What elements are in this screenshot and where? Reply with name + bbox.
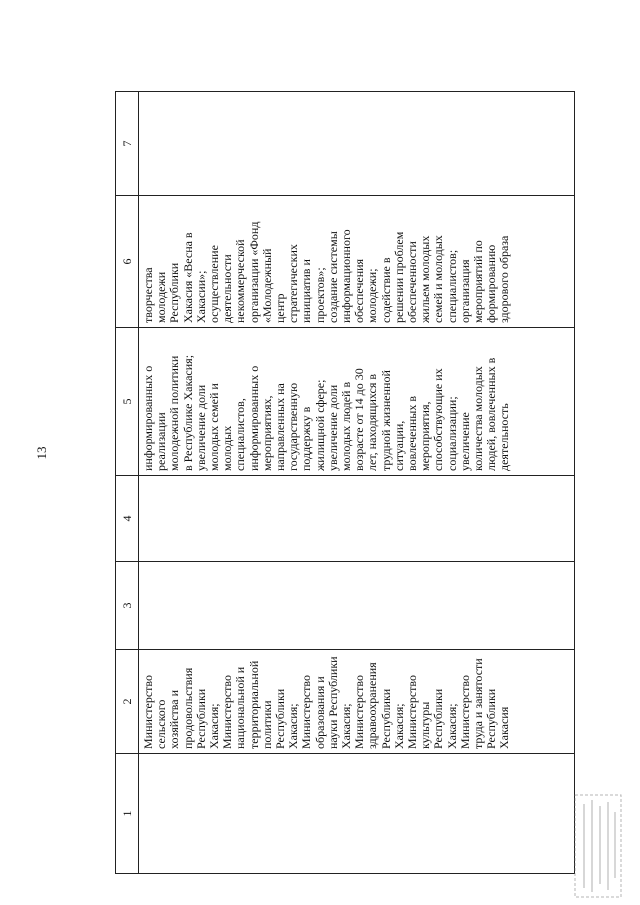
cell-text [139,754,145,873]
column-number-1: 1 [116,754,139,874]
program-table [115,92,575,874]
table [115,91,575,874]
cell-text: Министерство сельского хозяйства и продовольствия Республики Хакасия; Министерство национальной и территориальной политики Республики Хакасия; Министерство образования и науки Республики Хакасия; Министерство здравоохранения Республики Хакасия; Министерство культуры Республики Хакасия; Министерство труда и занятости Республики Хакасия [141,656,512,749]
cell-text [139,92,145,195]
cell-activities [139,196,575,328]
cell-text: информированных о реализации молодежной политики в Республике Хакасия; увеличение доли молодых семей и молодых специалистов, информированных о мероприятиях, направленных на государственную поддержку в жилищной сфере; увеличение доли молодых людей в возрасте от 14 до 30 лет, находящихся в трудной жизненной ситуации, вовлеченных в мероприятия, способствующие их социализации; увеличение количества молодых людей, вовлеченных в деятельность [141,354,512,471]
cell-responsible-ministries [139,650,575,754]
column-number-2: 2 [116,650,139,754]
faded-stamp-image [572,792,624,900]
cell-text [139,476,145,561]
cell-col7 [139,92,575,196]
page-number: 13 [34,446,49,460]
cell-col3 [139,562,575,650]
column-number-4: 4 [116,476,139,562]
cell-expected-results [139,328,575,476]
column-number-7: 7 [116,92,139,196]
column-number-5: 5 [116,328,139,476]
cell-col1 [139,754,575,874]
table-row [139,92,575,874]
column-number-6: 6 [116,196,139,328]
cell-col4 [139,476,575,562]
column-number-3: 3 [116,562,139,650]
column-number-row [116,92,139,874]
cell-text [139,562,145,649]
stamp-icon [572,792,624,900]
cell-text: творчества молодежи Республики Хакасия «Весна в Хакасии»; осуществление деятельности некоммерческой организации «Фонд «Молодежный центр стратегических инициатив и проектов»; создание системы информационного обеспечения молодежи; содействие в решении проблем обеспеченности жильем молодых семей и молодых специалистов; организация мероприятий по формированию здорового образа [141,221,512,323]
